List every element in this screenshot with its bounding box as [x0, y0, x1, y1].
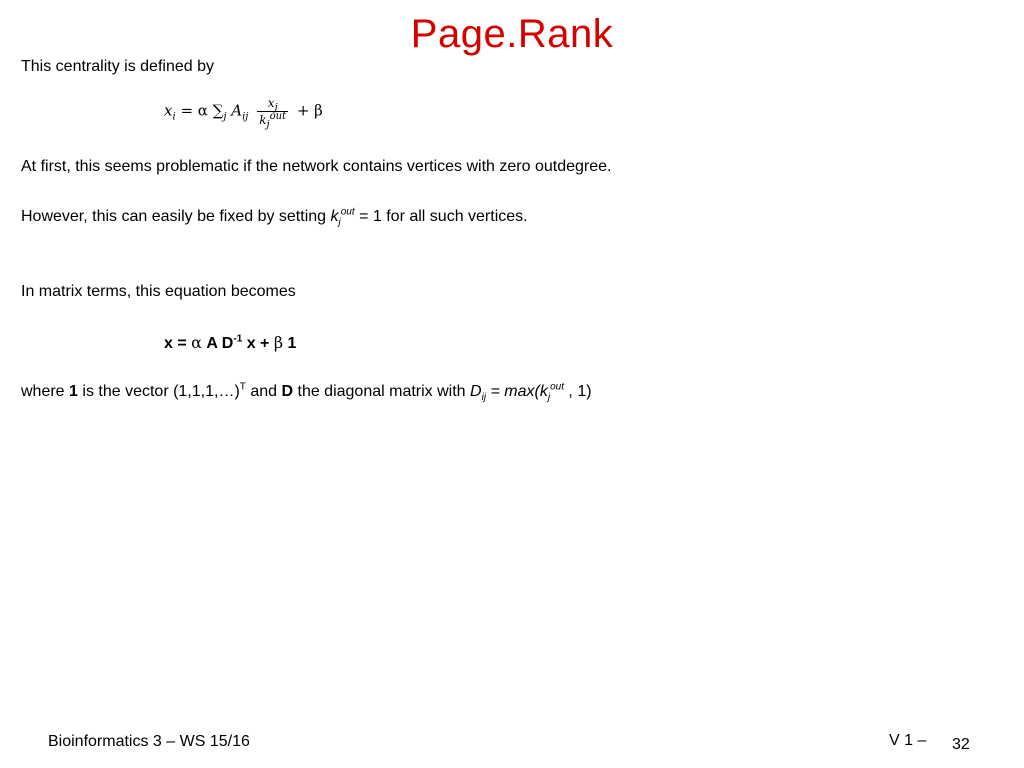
formula-fraction: [257, 96, 288, 131]
k-var: k: [330, 208, 339, 225]
intro-text: This centrality is defined by: [21, 58, 214, 75]
para-where: where 1 is the vector (1,1,1,…)$^T$ and D the diagonal matrix with $D_{ij} = \max(k_j^{out}$ , 1): [21, 381, 592, 404]
para-fix: However, this can easily be fixed by setting $k_j^{out} = 1$ for all such vertices.: [21, 206, 528, 229]
slide-title: Page.Rank: [410, 12, 614, 56]
fraction-numerator: $x_j$: [267, 96, 278, 114]
formula-lhs: x: [164, 101, 173, 120]
formula-rest: + β: [292, 101, 323, 120]
pagerank-formula: [164, 96, 323, 131]
matrix-formula: x = α A $D^{-1}$ x + β 1: [164, 333, 297, 352]
footer-lecture: V 1 –: [889, 732, 927, 749]
formula-a-sub: ij: [242, 111, 249, 123]
para-matrix-terms: In matrix terms, this equation becomes: [21, 283, 296, 300]
formula-sum-sub: j: [223, 111, 227, 123]
formula-a: A: [226, 101, 243, 120]
formula-eq: = α ∑: [175, 101, 224, 120]
page-number: 32: [952, 736, 970, 753]
para-zero-outdegree: At first, this seems problematic if the network contains vertices with zero outdegree.: [21, 158, 612, 175]
footer-course: Bioinformatics 3 – WS 15/16: [48, 733, 250, 750]
fraction-denominator: $k_j^{out}$: [259, 111, 287, 131]
formula-lhs-sub: i: [172, 111, 176, 123]
